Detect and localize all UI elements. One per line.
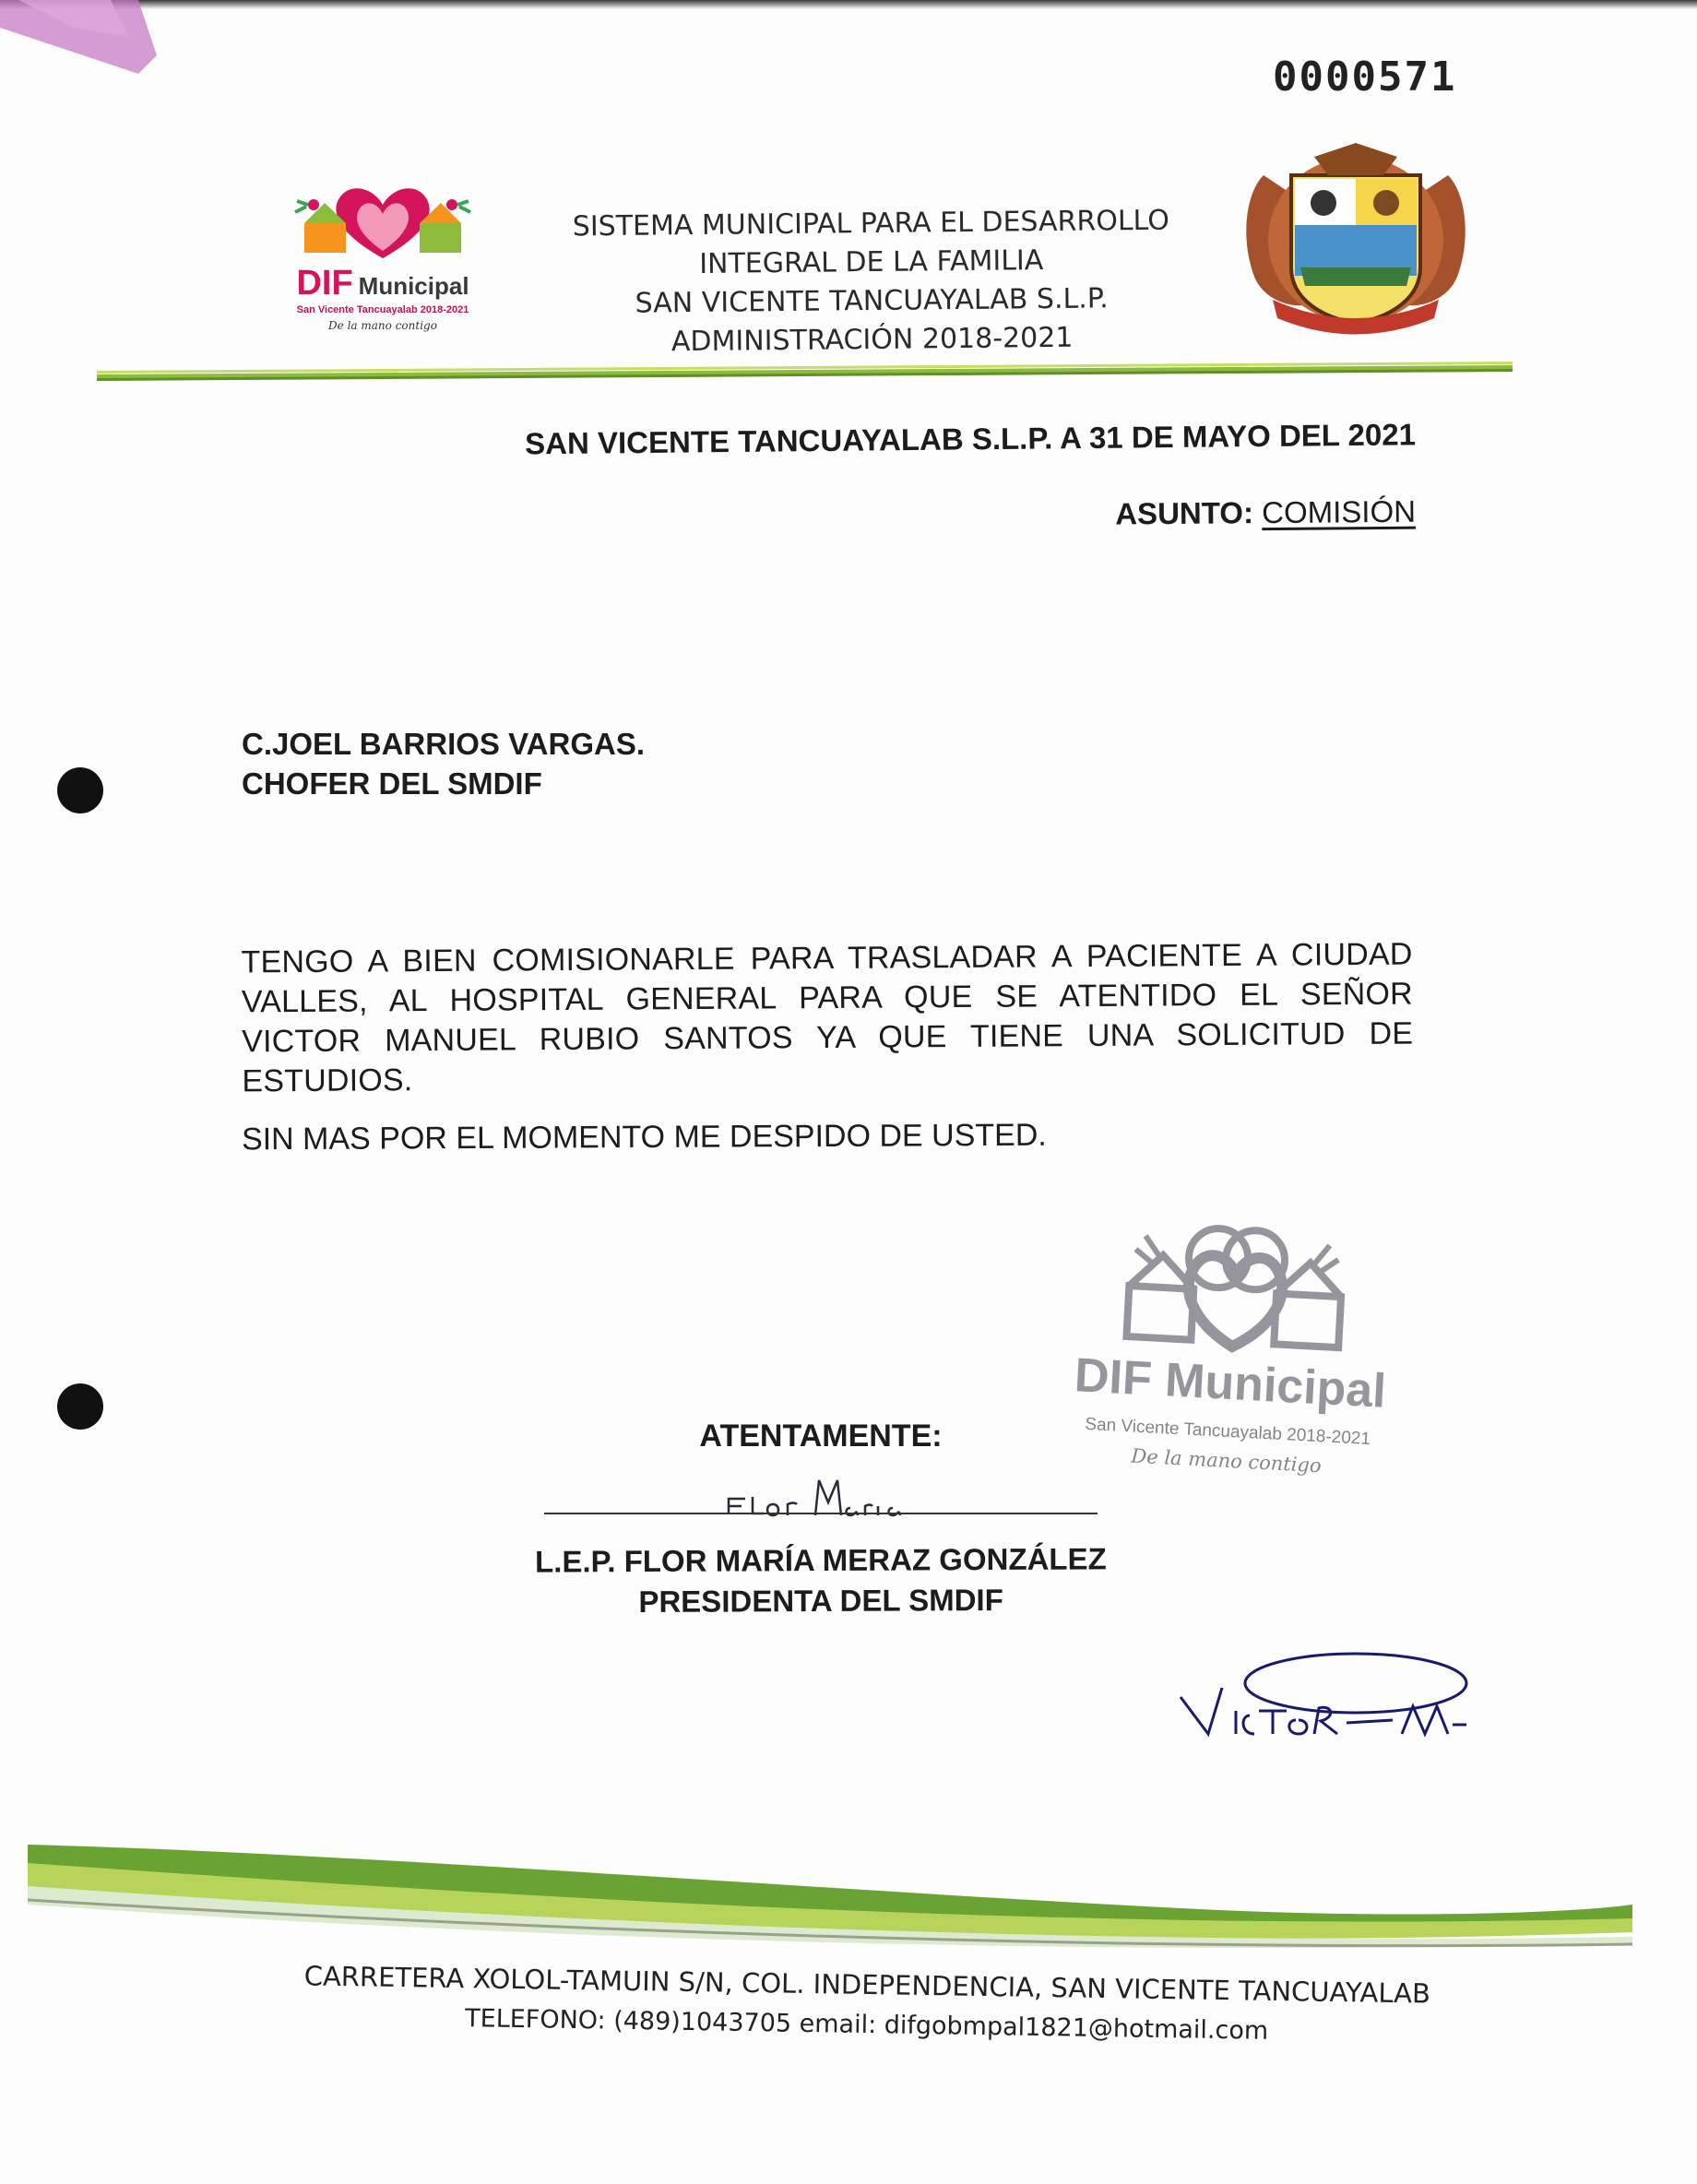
stamp-slogan: De la mano contigo — [1130, 1444, 1323, 1478]
footer-address: CARRETERA XOLOL-TAMUIN S/N, COL. INDEPENDENCIA, SAN VICENTE TANCUAYALAB — [303, 1960, 1431, 2010]
logo-slogan: De la mano contigo — [328, 319, 437, 332]
subject-value: COMISIÓN — [1261, 493, 1417, 530]
scan-top-edge — [0, 0, 1697, 9]
header-divider — [97, 358, 1513, 382]
letterhead-line: SISTEMA MUNICIPAL PARA EL DESARROLLO — [572, 204, 1170, 243]
letterhead-line: ADMINISTRACIÓN 2018-2021 — [670, 321, 1074, 359]
signer-block — [452, 1538, 1190, 1623]
handwritten-signature — [719, 1462, 904, 1526]
subject-line — [922, 494, 1416, 534]
corner-stain — [0, 0, 184, 83]
folio-number: 0000571 — [1273, 53, 1457, 101]
sign-off: ATENTAMENTE: — [699, 1418, 943, 1454]
letterhead-line: INTEGRAL DE LA FAMILIA — [699, 244, 1044, 280]
stamp-emblem-icon — [1062, 1209, 1409, 1365]
stamp-subtitle: San Vicente Tancuayalab 2018-2021 — [1084, 1414, 1371, 1449]
recipient-block — [242, 724, 1072, 803]
logo-subtitle: San Vicente Tancuayalab 2018-2021 — [296, 304, 469, 315]
signer-name: L.E.P. FLOR MARÍA MERAZ GONZÁLEZ — [534, 1541, 1107, 1579]
footer-swoosh — [0, 1835, 1697, 1974]
letter-body: TENGO A BIEN COMISIONARLE PARA TRASLADAR A PACIENTE A CIUDAD VALLES, AL HOSPITAL GENERAL PARA QUE SE ATENTIDO EL SEÑOR VICTOR MANUEL RUBIO SANTOS YA QUE TIENE UNA SOLICITUD DE ESTUDIOS. — [241, 936, 1414, 1099]
received-signature — [1171, 1642, 1476, 1752]
municipal-coat-of-arms-icon — [1236, 138, 1476, 341]
official-stamp — [1053, 1209, 1409, 1522]
subject-label: ASUNTO: — [1115, 495, 1254, 531]
punch-hole — [57, 1383, 103, 1430]
stamp-title: DIF Municipal — [1073, 1348, 1388, 1418]
punch-hole — [57, 767, 103, 813]
dif-heart-emblem-icon — [277, 184, 489, 264]
date-line: SAN VICENTE TANCUAYALAB S.L.P. A 31 DE MAYO DEL 2021 — [524, 417, 1417, 461]
logo-title: DIF Municipal — [296, 264, 469, 303]
signer-title: PRESIDENTA DEL SMDIF — [638, 1582, 1003, 1620]
signature-line — [544, 1513, 1098, 1514]
letterhead-title — [552, 201, 1191, 362]
recipient-role: CHOFER DEL SMDIF — [242, 766, 542, 801]
closing-line: SIN MAS POR EL MOMENTO ME DESPIDO DE USTED. — [241, 1117, 1047, 1157]
dif-municipal-logo — [277, 184, 489, 341]
footer-contact: TELEFONO: (489)1043705 email: difgobmpal1821@hotmail.com — [464, 2004, 1269, 2046]
recipient-name: C.JOEL BARRIOS VARGAS. — [242, 727, 646, 761]
letterhead-line: SAN VICENTE TANCUAYALAB S.L.P. — [635, 282, 1109, 320]
